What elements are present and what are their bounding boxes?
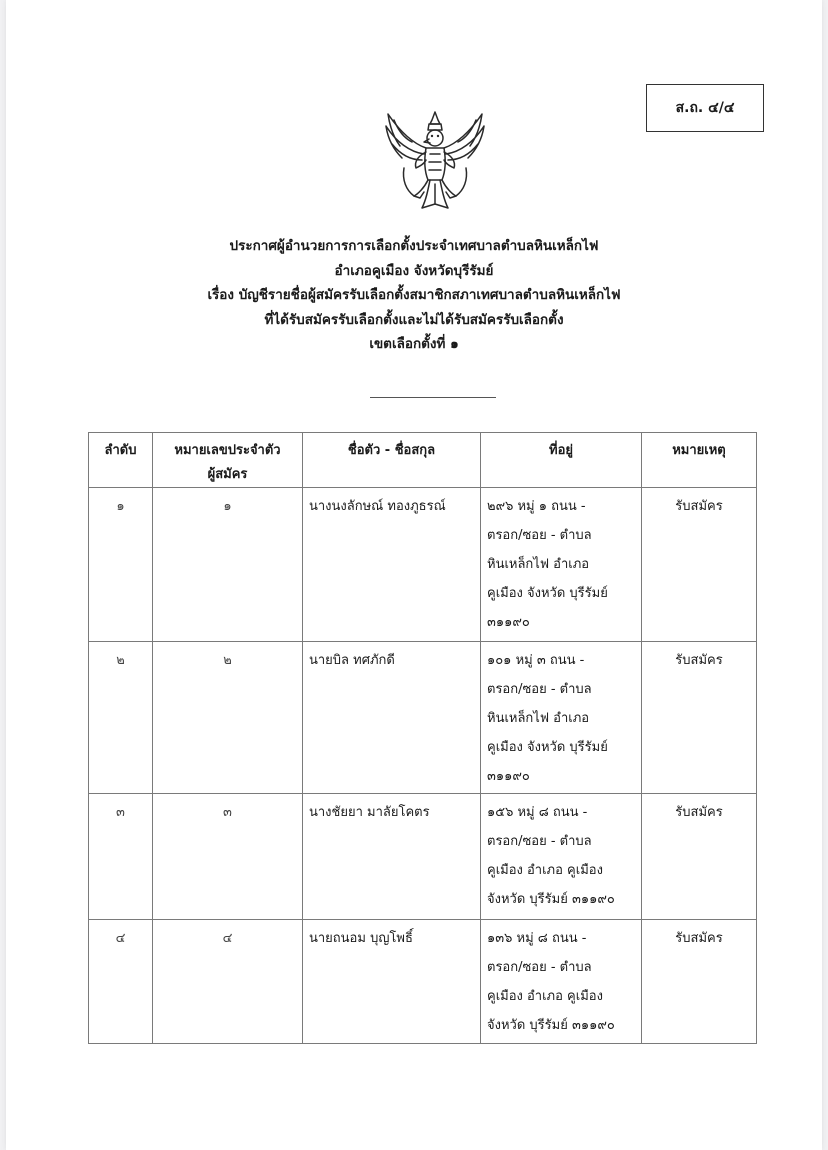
row-order: ๑	[89, 488, 153, 642]
heading-divider	[370, 397, 496, 398]
address-line: ๒๙๖ หมู่ ๑ ถนน -	[487, 499, 586, 514]
address-line: คูเมือง จังหวัด บุรีรัมย์	[487, 740, 608, 755]
row-name: นางนงลักษณ์ ทองภูธรณ์	[303, 488, 481, 642]
row-name: นายบิล ทศภักดี	[303, 642, 481, 794]
address-line: จังหวัด บุรีรัมย์ ๓๑๑๙๐	[487, 1018, 615, 1033]
table-row	[89, 642, 757, 794]
row-candidate-number: ๑	[153, 488, 303, 642]
table-row	[89, 920, 757, 1044]
address-line: ตรอก/ซอย - ตำบล	[487, 960, 592, 975]
header-candidate-number	[153, 433, 303, 488]
address-line: ๓๑๑๙๐	[487, 769, 530, 784]
table-row	[89, 488, 757, 642]
header-order: ลำดับ	[89, 433, 153, 488]
row-note: รับสมัคร	[642, 642, 757, 794]
row-candidate-number: ๔	[153, 920, 303, 1044]
row-order: ๔	[89, 920, 153, 1044]
header-name: ชื่อตัว - ชื่อสกุล	[303, 433, 481, 488]
address-line: ตรอก/ซอย - ตำบล	[487, 528, 592, 543]
row-note: รับสมัคร	[642, 794, 757, 920]
address-line: คูเมือง จังหวัด บุรีรัมย์	[487, 586, 608, 601]
row-address	[481, 488, 642, 642]
address-line: ตรอก/ซอย - ตำบล	[487, 834, 592, 849]
heading-line-1: ประกาศผู้อำนวยการการเลือกตั้งประจำเทศบาลตำบลหินเหล็กไฟ	[229, 238, 599, 254]
heading-line-5: เขตเลือกตั้งที่ ๑	[369, 336, 459, 352]
header-address: ที่อยู่	[481, 433, 642, 488]
announcement-heading	[0, 234, 828, 357]
header-number-line-2: ผู้สมัคร	[207, 467, 248, 482]
row-address	[481, 794, 642, 920]
address-line: ๑๐๑ หมู่ ๓ ถนน -	[487, 653, 585, 668]
row-order: ๓	[89, 794, 153, 920]
candidate-table	[88, 432, 757, 1044]
address-line: คูเมือง อำเภอ คูเมือง	[487, 863, 603, 878]
form-code-box: ส.ถ. ๔/๔	[646, 84, 764, 132]
row-order: ๒	[89, 642, 153, 794]
row-name: นายถนอม บุญโพธิ์	[303, 920, 481, 1044]
address-line: จังหวัด บุรีรัมย์ ๓๑๑๙๐	[487, 892, 615, 907]
table-header-row	[89, 433, 757, 488]
row-address	[481, 642, 642, 794]
address-line: ๓๑๑๙๐	[487, 615, 530, 630]
row-candidate-number: ๓	[153, 794, 303, 920]
row-name: นางชัยยา มาลัยโคตร	[303, 794, 481, 920]
address-line: หินเหล็กไฟ อำเภอ	[487, 557, 590, 572]
address-line: หินเหล็กไฟ อำเภอ	[487, 711, 590, 726]
garuda-emblem-icon	[380, 108, 490, 212]
address-line: คูเมือง อำเภอ คูเมือง	[487, 989, 603, 1004]
heading-line-4: ที่ได้รับสมัครรับเลือกตั้งและไม่ได้รับสมัครรับเลือกตั้ง	[264, 311, 564, 328]
row-candidate-number: ๒	[153, 642, 303, 794]
row-address	[481, 920, 642, 1044]
header-note: หมายเหตุ	[642, 433, 757, 488]
header-number-line-1: หมายเลขประจำตัว	[174, 443, 281, 458]
table-row	[89, 794, 757, 920]
heading-line-3: เรื่อง บัญชีรายชื่อผู้สมัครรับเลือกตั้งสมาชิกสภาเทศบาลตำบลหินเหล็กไฟ	[207, 287, 621, 303]
address-line: ๑๓๖ หมู่ ๘ ถนน -	[487, 931, 587, 946]
address-line: ๑๕๖ หมู่ ๘ ถนน -	[487, 805, 588, 820]
row-note: รับสมัคร	[642, 920, 757, 1044]
address-line: ตรอก/ซอย - ตำบล	[487, 682, 592, 697]
heading-line-2: อำเภอคูเมือง จังหวัดบุรีรัมย์	[334, 262, 494, 279]
row-note: รับสมัคร	[642, 488, 757, 642]
